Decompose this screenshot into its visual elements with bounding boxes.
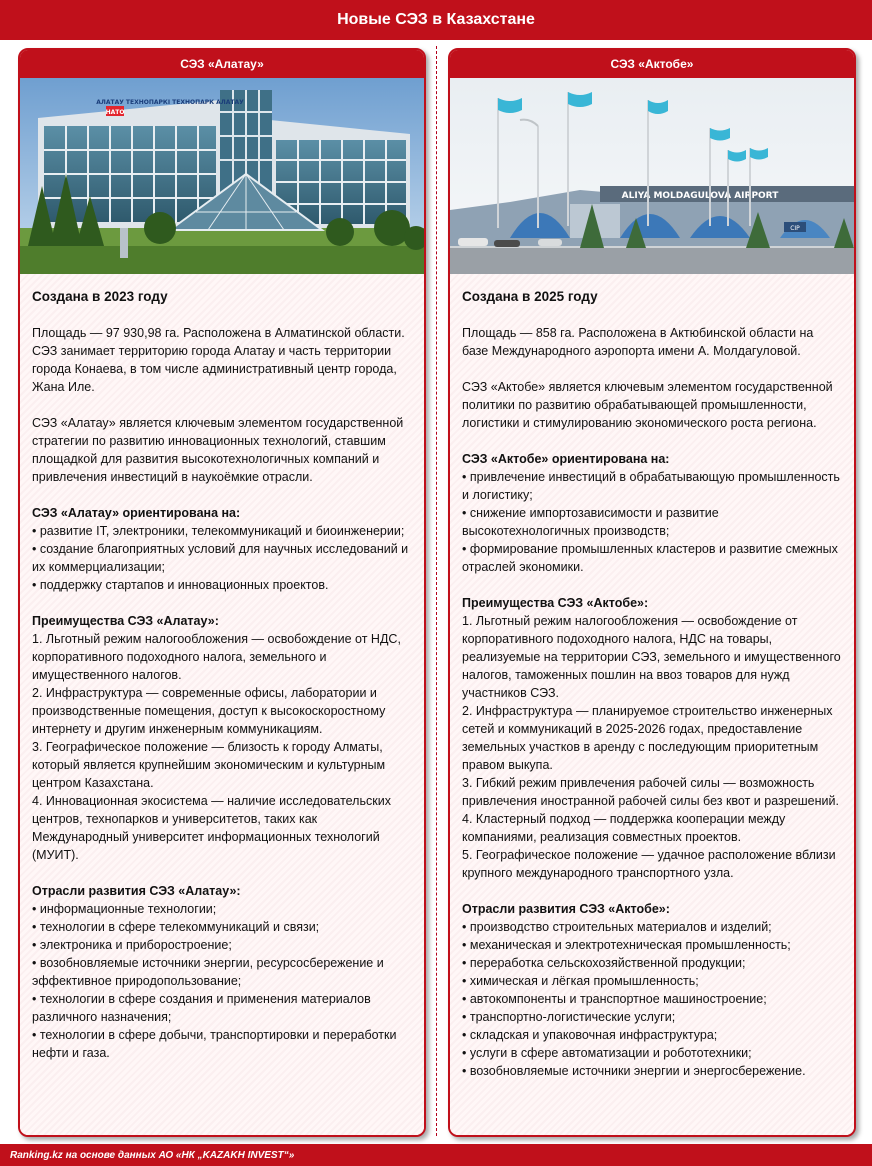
alatau-technopark-photo	[20, 78, 424, 274]
list-item: 2. Инфраструктура — планируемое строительство инженерных сетей и коммуникаций в 2025-2026 годах, предоставление земельных участков в аренду с последующим приоритетным правом выкупа.	[462, 704, 833, 772]
list-item: • технологии в сфере добычи, транспортировки и переработки нефти и газа.	[32, 1028, 397, 1060]
list-item: • информационные технологии;	[32, 902, 217, 916]
page-title-bar	[0, 0, 872, 40]
sez-alatau-header	[20, 50, 424, 78]
source-text: Ranking.kz на основе данных АО «НК „KAZAKH INVEST“»	[10, 1149, 295, 1161]
sez-aktobe-body	[450, 274, 854, 1135]
page-title: Новые СЭЗ в Казахстане	[337, 11, 535, 28]
aktobe-description: СЭЗ «Актобе» является ключевым элементом государственной политики по развитию обрабатывающей промышленности, логистики и стимулированию экономического роста региона.	[462, 380, 833, 430]
cip-sign: CIP	[790, 225, 800, 232]
aktobe-advantages-title: Преимущества СЭЗ «Актобе»:	[462, 596, 649, 610]
list-item: • технологии в сфере телекоммуникаций и связи;	[32, 920, 320, 934]
list-item: 1. Льготный режим налогообложения — освобождение от корпоративного подоходного налога, НДС на товары, реализуемые на территории СЭЗ, земельного и имущественного налогов, таможенных пошлин на ввоз товаров для нужд участников СЭЗ.	[462, 614, 841, 700]
alatau-description: СЭЗ «Алатау» является ключевым элементом государственной стратегии по развитию инновационных технологий, ставшим площадкой для развития высокотехнологичных компаний и привлечения инвестиций в наукоёмкие отрасли.	[32, 416, 404, 484]
list-item: • возобновляемые источники энергии и энергосбережение.	[462, 1064, 806, 1078]
aktobe-airport-photo	[450, 78, 854, 274]
list-item: 4. Кластерный подход — поддержка кооперации между компаниями, реализация совместных проектов.	[462, 812, 786, 844]
list-item: • привлечение инвестиций в обрабатывающую промышленность и логистику;	[462, 470, 840, 502]
alatau-advantages-title: Преимущества СЭЗ «Алатау»:	[32, 614, 219, 628]
list-item: 3. Гибкий режим привлечения рабочей силы — возможность привлечения иностранной рабочей силы без квот и разрешений.	[462, 776, 839, 808]
building-logo: НАТО	[105, 109, 125, 116]
list-item: • возобновляемые источники энергии, ресурсосбережение и эффективное природопользование;	[32, 956, 384, 988]
sez-aktobe-header	[450, 50, 854, 78]
airport-sign: ALIYA MOLDAGULOVA AIRPORT	[621, 191, 779, 201]
list-item: • механическая и электротехническая промышленность;	[462, 938, 791, 952]
list-item: 1. Льготный режим налогообложения — освобождение от НДС, корпоративного подоходного налога, земельного и имущественного налогов.	[32, 632, 401, 682]
alatau-sectors-title: Отрасли развития СЭЗ «Алатау»:	[32, 884, 241, 898]
list-item: 5. Географическое положение — удачное расположение вблизи крупного международного транспортного узла.	[462, 848, 836, 880]
aktobe-created: Создана в 2025 году	[462, 289, 598, 304]
list-item: • химическая и лёгкая промышленность;	[462, 974, 699, 988]
list-item: • электроника и приборостроение;	[32, 938, 232, 952]
alatau-focus-title: СЭЗ «Алатау» ориентирована на:	[32, 506, 241, 520]
sez-alatau-body	[20, 274, 424, 1135]
list-item: • снижение импортозависимости и развитие высокотехнологичных производств;	[462, 506, 719, 538]
list-item: 3. Географическое положение — близость к городу Алматы, который является крупнейшим экономическим и культурным центром Казахстана.	[32, 740, 386, 790]
list-item: • развитие IT, электроники, телекоммуникаций и биоинженерии;	[32, 524, 405, 538]
sez-alatau-card	[18, 48, 426, 1137]
list-item: 4. Инновационная экосистема — наличие исследовательских центров, технопарков и университетов, таких как Международный университет информационных технологий (МУИТ).	[32, 794, 391, 862]
sez-aktobe-title: СЭЗ «Актобе»	[610, 57, 694, 71]
list-item: 2. Инфраструктура — современные офисы, лаборатории и производственные помещения, доступ к высокоскоростному интернету и другим инженерным коммуникациям.	[32, 686, 386, 736]
aktobe-focus-title: СЭЗ «Актобе» ориентирована на:	[462, 452, 670, 466]
alatau-area: Площадь — 97 930,98 га. Расположена в Алматинской области. СЭЗ занимает территорию города Алатау и часть территории города Конаева, в том числе административный центр города, Жана Иле.	[32, 326, 405, 394]
list-item: • складская и упаковочная инфраструктура;	[462, 1028, 718, 1042]
list-item: • поддержку стартапов и инновационных проектов.	[32, 578, 329, 592]
list-item: • формирование промышленных кластеров и развитие смежных отраслей экономики.	[462, 542, 838, 574]
list-item: • технологии в сфере создания и применения материалов различного назначения;	[32, 992, 371, 1024]
column-divider	[436, 46, 437, 1136]
sez-alatau-title: СЭЗ «Алатау»	[180, 57, 264, 71]
list-item: • создание благоприятных условий для научных исследований и их коммерциализации;	[32, 542, 409, 574]
aktobe-sectors-title: Отрасли развития СЭЗ «Актобе»:	[462, 902, 670, 916]
list-item: • автокомпоненты и транспортное машиностроение;	[462, 992, 767, 1006]
list-item: • переработка сельскохозяйственной продукции;	[462, 956, 746, 970]
alatau-created: Создана в 2023 году	[32, 289, 168, 304]
aktobe-area: Площадь — 858 га. Расположена в Актюбинской области на базе Международного аэропорта имени А. Молдагуловой.	[462, 326, 814, 358]
sez-aktobe-card	[448, 48, 856, 1137]
list-item: • услуги в сфере автоматизации и робототехники;	[462, 1046, 752, 1060]
building-sign: АЛАТАУ ТЕХНОПАРКІ ТЕХНОПАРК АЛАТАУ	[96, 99, 244, 106]
source-footer	[0, 1144, 872, 1166]
list-item: • транспортно-логистические услуги;	[462, 1010, 676, 1024]
list-item: • производство строительных материалов и изделий;	[462, 920, 772, 934]
